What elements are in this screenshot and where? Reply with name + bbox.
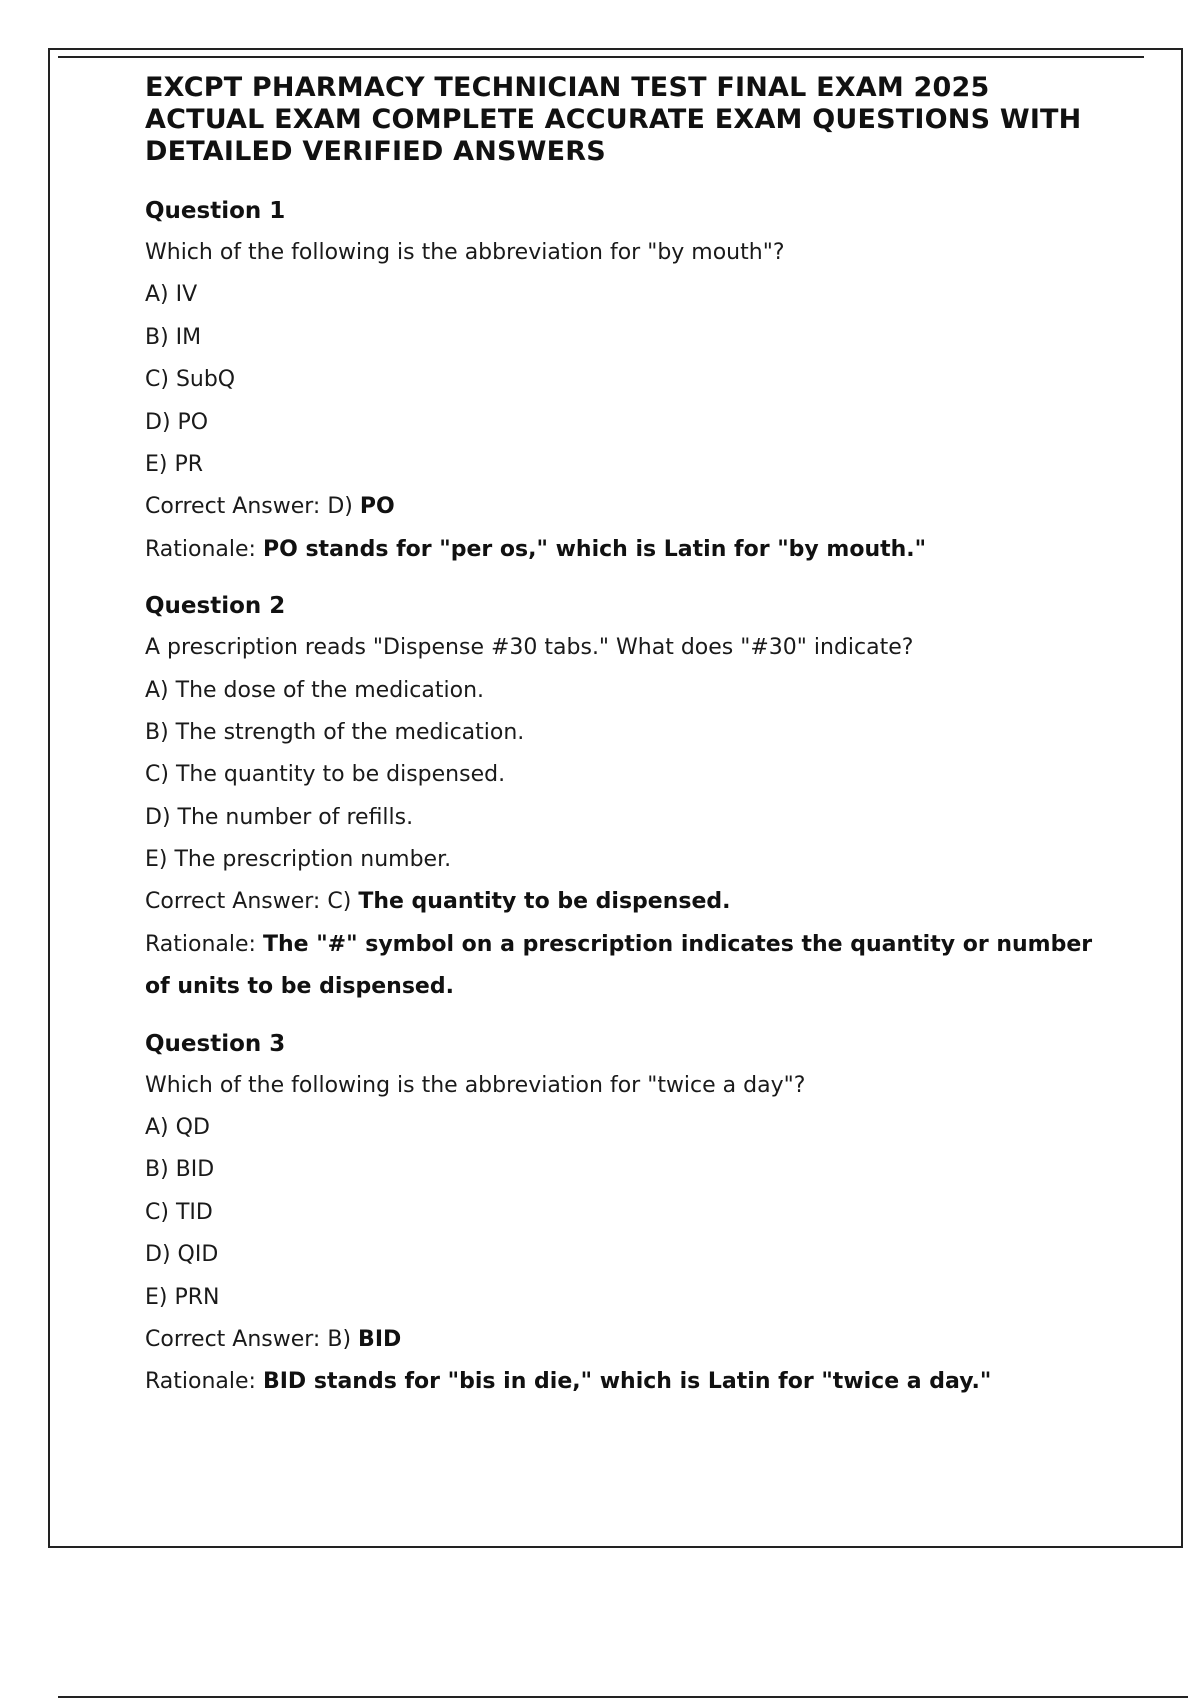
correct-answer-letter: D) xyxy=(327,494,353,520)
correct-answer-text: BID xyxy=(358,1327,402,1353)
option-d: D) QID xyxy=(145,1242,219,1268)
correct-answer-letter: B) xyxy=(327,1327,352,1353)
correct-answer-label: Correct Answer: xyxy=(145,889,321,915)
correct-answer-letter: C) xyxy=(327,889,352,915)
rationale-label: Rationale: xyxy=(145,1369,256,1395)
rationale xyxy=(145,529,1105,571)
rationale-text: The "#" symbol on a prescription indicates the quantity or number of units to be dispensed. xyxy=(145,931,1093,1000)
correct-answer xyxy=(145,887,1105,917)
question-block xyxy=(145,196,1105,571)
rationale-label: Rationale: xyxy=(145,931,256,957)
top-rule xyxy=(58,56,1144,58)
question-prompt: A prescription reads "Dispense #30 tabs." What does "#30" indicate? xyxy=(145,635,914,661)
question-block xyxy=(145,1029,1105,1404)
question-prompt: Which of the following is the abbreviation for "twice a day"? xyxy=(145,1072,806,1098)
rationale-text: BID stands for "bis in die," which is Latin for "twice a day." xyxy=(262,1369,992,1395)
correct-answer-label: Correct Answer: xyxy=(145,494,321,520)
option-e: E) The prescription number. xyxy=(145,847,452,873)
question-prompt: Which of the following is the abbreviation for "by mouth"? xyxy=(145,240,785,265)
document-title: EXCPT PHARMACY TECHNICIAN TEST FINAL EXAM 2025 ACTUAL EXAM COMPLETE ACCURATE EXAM QUESTIONS WITH DETAILED VERIFIED ANSWERS xyxy=(145,72,1082,167)
option-c: C) TID xyxy=(145,1199,213,1225)
rationale-label: Rationale: xyxy=(145,536,256,562)
option-a: A) The dose of the medication. xyxy=(145,677,485,703)
option-d: D) The number of refills. xyxy=(145,804,414,830)
option-a: A) IV xyxy=(145,282,198,308)
correct-answer xyxy=(145,492,1105,522)
question-block xyxy=(145,591,1105,1009)
rationale xyxy=(145,1361,1105,1403)
correct-answer-text: The quantity to be dispensed. xyxy=(358,889,731,915)
correct-answer-label: Correct Answer: xyxy=(145,1327,321,1353)
option-e: E) PRN xyxy=(145,1284,220,1310)
option-b: B) IM xyxy=(145,324,202,350)
option-c: C) The quantity to be dispensed. xyxy=(145,762,506,788)
correct-answer-text: PO xyxy=(359,494,395,520)
option-b: B) The strength of the medication. xyxy=(145,719,525,745)
document-body xyxy=(145,72,1105,1424)
question-heading: Question 1 xyxy=(145,198,286,224)
option-d: D) PO xyxy=(145,409,209,435)
question-heading: Question 2 xyxy=(145,593,286,620)
option-c: C) SubQ xyxy=(145,367,236,393)
option-b: B) BID xyxy=(145,1157,215,1183)
option-a: A) QD xyxy=(145,1115,210,1141)
rationale xyxy=(145,924,1105,1009)
option-e: E) PR xyxy=(145,451,204,477)
rationale-text: PO stands for "per os," which is Latin for "by mouth." xyxy=(262,536,927,562)
bottom-rule xyxy=(58,1696,1188,1698)
question-heading: Question 3 xyxy=(145,1030,286,1057)
correct-answer xyxy=(145,1325,1105,1355)
